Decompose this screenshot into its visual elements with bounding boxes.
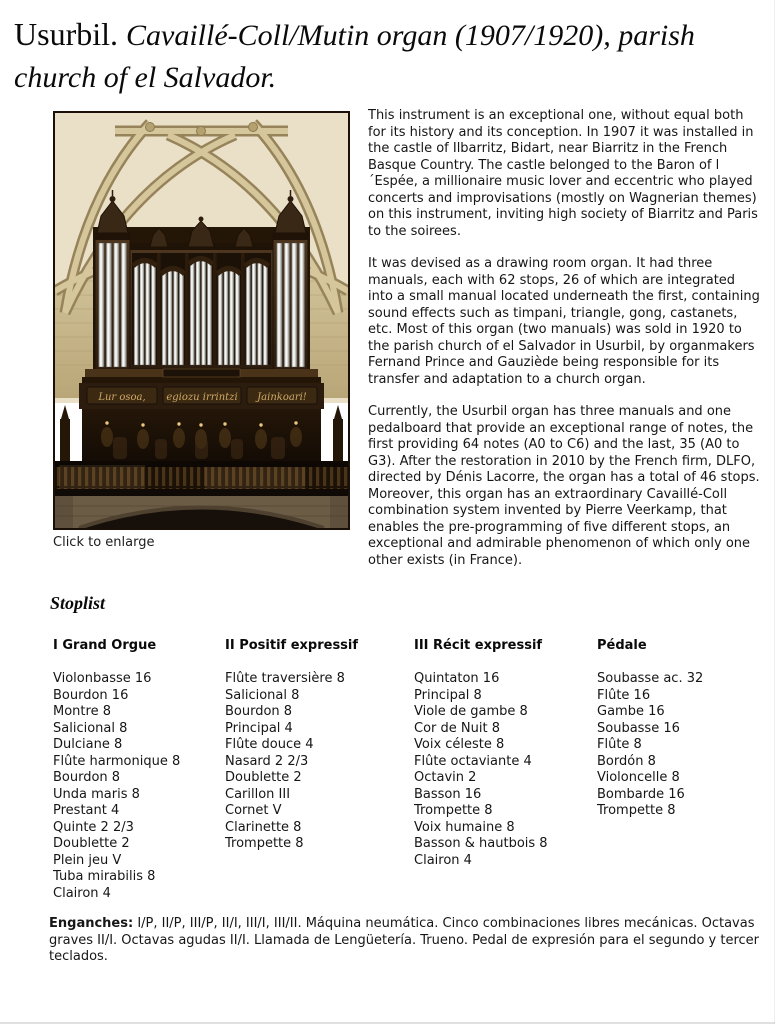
stop-item: Violonbasse 16 <box>53 671 152 686</box>
stop-item: Plein jeu V <box>53 852 122 868</box>
couplers-label: Enganches: <box>49 916 134 931</box>
stop-item: Flûte 16 <box>597 687 651 703</box>
stop-item: Principal 8 <box>414 687 482 703</box>
division-stops <box>597 671 763 820</box>
stop-item: Soubasse ac. 32 <box>597 671 704 686</box>
stop-item: Basson 16 <box>414 786 482 802</box>
stoplist-columns <box>53 638 763 903</box>
paragraph-origin: It was devised as a drawing room organ. It had three manuals, each with 62 stops, 26 of which are integrated into a small manual located underneath the first, containing sound effects such as timpani, triangle, gong, castanets, etc. Most of this organ (two manuals) was sold in 1920 to the parish church of el Salvador in Usurbil, by organmakers Fernand Prince and Gauziède being responsible for its transfer and adaptation to a church organ. <box>368 256 760 387</box>
division-name: I Grand Orgue <box>53 637 157 653</box>
stop-item: Flûte traversière 8 <box>225 671 345 686</box>
balustrade <box>55 461 348 496</box>
vault-boss <box>146 123 155 132</box>
stone-arch-base <box>55 496 348 528</box>
stop-item: Flûte harmonique 8 <box>53 753 181 769</box>
stop-item: Clarinette 8 <box>225 819 302 835</box>
stop-item: Violoncelle 8 <box>597 770 680 785</box>
stop-item: Cornet V <box>225 803 282 818</box>
stop-item: Bourdon 8 <box>225 704 293 719</box>
stop-item: Cor de Nuit 8 <box>414 720 500 736</box>
division-name: Pédale <box>597 637 647 653</box>
stop-item: Octavin 2 <box>414 770 477 785</box>
inscription-center: egiozu irrintzi <box>166 392 238 403</box>
page-title <box>14 14 763 98</box>
stop-item: Prestant 4 <box>53 803 120 818</box>
stop-item: Clairon 4 <box>414 852 472 868</box>
division-name: III Récit expressif <box>414 637 543 653</box>
stop-item: Basson & hautbois 8 <box>414 836 548 851</box>
stop-item: Trompette 8 <box>225 836 304 851</box>
organ-photo[interactable] <box>53 111 350 530</box>
stop-item: Soubasse 16 <box>597 720 680 736</box>
stop-item: Flûte octaviante 4 <box>414 753 532 769</box>
couplers-paragraph <box>49 916 763 966</box>
balcony <box>79 369 324 409</box>
division-stops <box>414 671 597 869</box>
stop-item: Voix céleste 8 <box>414 737 505 752</box>
stop-item: Dulciane 8 <box>53 737 123 752</box>
inscription-right: Jainkoari! <box>257 392 307 403</box>
gallery-interior <box>60 405 343 461</box>
division-grand-orgue <box>53 638 225 903</box>
stop-item: Quintaton 16 <box>414 671 500 686</box>
stop-item: Carillon III <box>225 786 291 802</box>
vault-boss <box>197 127 206 136</box>
stop-item: Flûte 8 <box>597 737 642 752</box>
vault-boss <box>249 123 258 132</box>
balcony-inscription <box>97 392 307 403</box>
main-content <box>14 108 763 966</box>
couplers-text: I/P, II/P, III/P, II/I, III/I, III/II. Máquina neumática. Cinco combinaciones libres mecánicas. Octavas graves II/I. Octavas agudas II/I. Llamada de Lengüetería. Trueno. Pedal de expresión para el segundo y tercer teclados. <box>49 916 760 964</box>
stop-item: Bourdon 8 <box>53 770 121 785</box>
stoplist-heading: Stoplist <box>50 593 106 613</box>
stop-item: Salicional 8 <box>53 720 128 736</box>
stop-item: Bourdon 16 <box>53 687 129 703</box>
division-stops <box>225 671 414 853</box>
stop-item: Montre 8 <box>53 704 111 719</box>
photo-caption: Click to enlarge <box>53 535 155 550</box>
organ-figure <box>53 111 346 552</box>
stop-item: Flûte douce 4 <box>225 737 314 752</box>
division-stops <box>53 671 225 902</box>
stop-item: Unda maris 8 <box>53 786 140 802</box>
stop-item: Clairon 4 <box>53 885 111 901</box>
stop-item: Voix humaine 8 <box>414 819 515 835</box>
division-pedale <box>597 638 763 903</box>
stop-item: Viole de gambe 8 <box>414 704 528 719</box>
page-title-place: Usurbil. <box>14 16 118 52</box>
division-positif <box>225 638 414 903</box>
paragraph-history: This instrument is an exceptional one, without equal both for its history and its conception. In 1907 it was installed in the castle of Ilbarritz, Bidart, near Biarritz in the French Basque Country. The castle belonged to the Baron of l´Espée, a millionaire music lover and eccentric who played concerts and improvisations (mostly on Wagnerian themes) on this instrument, inviting high society of Biarritz and Paris to the soirees. <box>368 108 758 239</box>
stop-item: Bombarde 16 <box>597 786 685 802</box>
stop-item: Trompette 8 <box>597 803 676 818</box>
paragraph-current: Currently, the Usurbil organ has three manuals and one pedalboard that provide an exceptional range of notes, the first providing 64 notes (A0 to C6) and the last, 35 (A0 to G3). After the restoration in 2010 by the French firm, DLFO, directed by Dénis Lacorre, the organ has a total of 46 stops. Moreover, this organ has an extraordinary Cavaillé-Coll combination system invented by Pierre Veerkamp, that enables the pre-programming of five different stops, an exceptional and admirable phenomenon of which only one other exists (in France). <box>368 404 760 568</box>
stop-item: Salicional 8 <box>225 687 300 703</box>
stop-item: Principal 4 <box>225 720 293 736</box>
stop-item: Doublette 2 <box>225 770 302 785</box>
stoplist-section <box>47 595 763 902</box>
stop-item: Trompette 8 <box>414 803 493 818</box>
stop-item: Tuba mirabilis 8 <box>53 869 156 884</box>
stop-item: Bordón 8 <box>597 753 656 769</box>
division-name: II Positif expressif <box>225 637 359 653</box>
stop-item: Quinte 2 2/3 <box>53 819 134 835</box>
stop-item: Nasard 2 2/3 <box>225 753 309 769</box>
stop-item: Gambe 16 <box>597 704 665 719</box>
page-title-subtitle: Cavaillé-Coll/Mutin organ (1907/1920), parish church of el Salvador. <box>14 19 695 94</box>
division-recit <box>414 638 597 903</box>
inscription-left: Lur osoa, <box>98 392 146 403</box>
stop-item: Doublette 2 <box>53 836 130 851</box>
